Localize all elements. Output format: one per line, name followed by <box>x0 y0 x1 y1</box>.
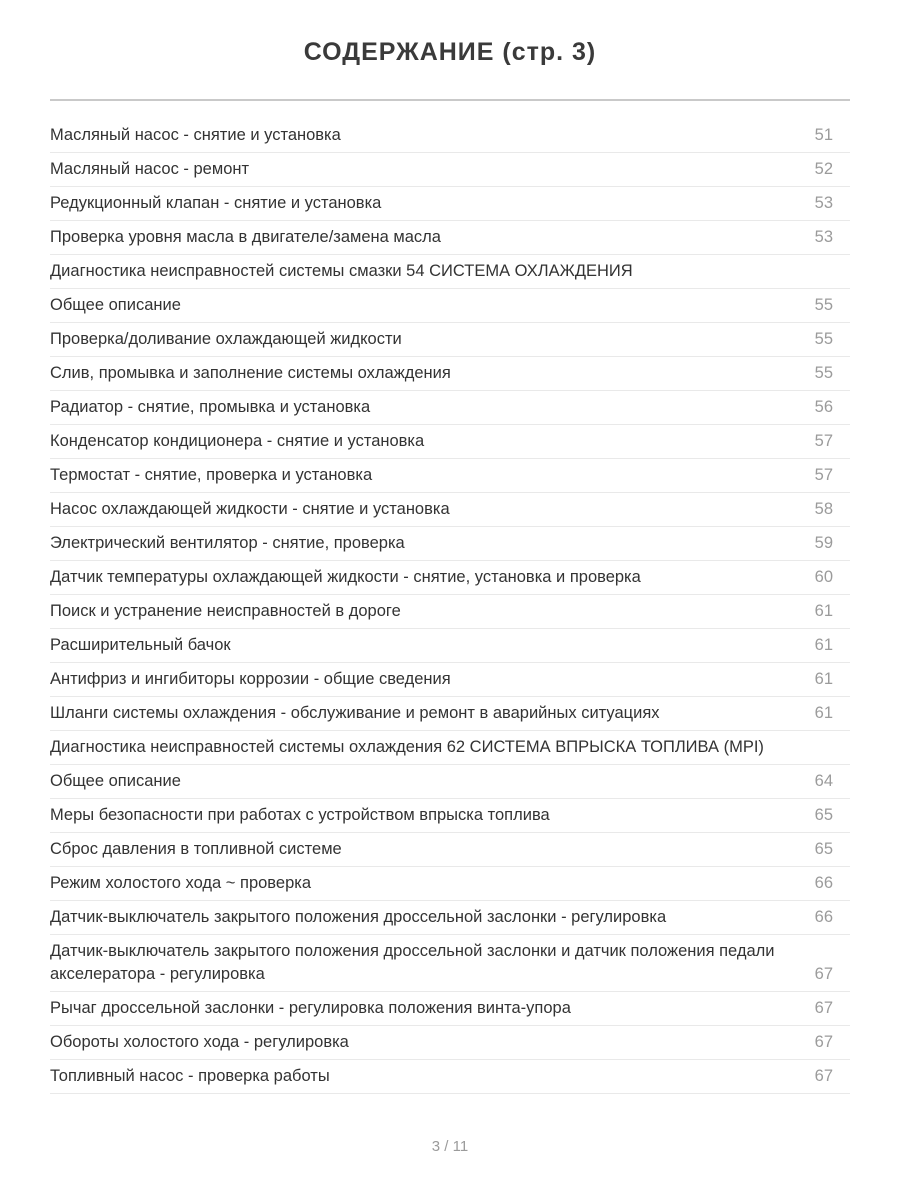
toc-entry-page-number: 65 <box>814 840 833 858</box>
toc-entry-page-number: 61 <box>814 670 833 688</box>
toc-entry-title: Слив, промывка и заполнение системы охлаждения <box>50 364 451 382</box>
toc-entry-page-number: 52 <box>814 160 833 178</box>
toc-entry-title: Диагностика неисправностей системы смазки 54 СИСТЕМА ОХЛАЖДЕНИЯ <box>50 262 633 280</box>
toc-entry[interactable] <box>50 901 850 935</box>
toc-entry[interactable] <box>50 799 850 833</box>
toc-entry-title: Насос охлаждающей жидкости - снятие и установка <box>50 500 450 518</box>
toc-entry-title: Редукционный клапан - снятие и установка <box>50 194 382 212</box>
toc-entry[interactable] <box>50 221 850 255</box>
toc-entry[interactable] <box>50 425 850 459</box>
toc-entry[interactable] <box>50 1026 850 1060</box>
toc-entry-page-number: 53 <box>814 228 833 246</box>
toc-entry[interactable] <box>50 629 850 663</box>
toc-entry[interactable] <box>50 153 850 187</box>
toc-entry[interactable] <box>50 663 850 697</box>
toc-entry-title: Расширительный бачок <box>50 636 231 654</box>
toc-entry-page-number: 67 <box>814 1067 833 1085</box>
toc-entry-title: Поиск и устранение неисправностей в дороге <box>50 602 401 620</box>
toc-entry-page-number: 64 <box>814 772 833 790</box>
toc-entry-page-number: 67 <box>814 965 833 983</box>
toc-entry-page-number: 61 <box>814 602 833 620</box>
toc-entry-title: Меры безопасности при работах с устройством впрыска топлива <box>50 806 550 824</box>
toc-entry-title: Обороты холостого хода - регулировка <box>50 1033 349 1051</box>
toc-entry-title: Рычаг дроссельной заслонки - регулировка положения винта-упора <box>50 999 571 1017</box>
toc-entry-page-number: 51 <box>814 126 833 144</box>
toc-entry[interactable] <box>50 187 850 221</box>
toc-entry-title: Датчик-выключатель закрытого положения дроссельной заслонки и датчик положения педали акселератора - регулировка <box>50 942 775 983</box>
toc-entry-page-number: 56 <box>814 398 833 416</box>
toc-entry[interactable] <box>50 119 850 153</box>
toc-entry[interactable] <box>50 255 850 289</box>
toc-entry[interactable] <box>50 493 850 527</box>
toc-list <box>50 119 850 1094</box>
toc-entry[interactable] <box>50 323 850 357</box>
toc-entry-title: Шланги системы охлаждения - обслуживание и ремонт в аварийных ситуациях <box>50 704 660 722</box>
toc-entry[interactable] <box>50 697 850 731</box>
toc-entry-page-number: 58 <box>814 500 833 518</box>
toc-entry-page-number: 67 <box>814 1033 833 1051</box>
toc-entry-title: Сброс давления в топливной системе <box>50 840 342 858</box>
toc-entry[interactable] <box>50 595 850 629</box>
toc-entry-title: Датчик температуры охлаждающей жидкости - снятие, установка и проверка <box>50 568 641 586</box>
toc-entry-page-number: 65 <box>814 806 833 824</box>
toc-entry[interactable] <box>50 731 850 765</box>
toc-entry[interactable] <box>50 289 850 323</box>
toc-entry[interactable] <box>50 992 850 1026</box>
toc-entry[interactable] <box>50 561 850 595</box>
toc-entry[interactable] <box>50 357 850 391</box>
toc-entry-title: Антифриз и ингибиторы коррозии - общие сведения <box>50 670 451 688</box>
toc-entry-page-number: 55 <box>814 296 833 314</box>
toc-entry-title: Общее описание <box>50 772 181 790</box>
toc-entry[interactable] <box>50 391 850 425</box>
toc-entry-page-number: 66 <box>814 874 833 892</box>
toc-entry-title: Конденсатор кондиционера - снятие и установка <box>50 432 425 450</box>
toc-entry-page-number: 59 <box>814 534 833 552</box>
toc-entry-page-number: 57 <box>814 432 833 450</box>
toc-entry-page-number: 53 <box>814 194 833 212</box>
toc-entry-title: Масляный насос - снятие и установка <box>50 126 341 144</box>
toc-entry-title: Датчик-выключатель закрытого положения дроссельной заслонки - регулировка <box>50 908 667 926</box>
toc-entry-page-number: 66 <box>814 908 833 926</box>
toc-entry-page-number: 57 <box>814 466 833 484</box>
toc-entry-title: Диагностика неисправностей системы охлаждения 62 СИСТЕМА ВПРЫСКА ТОПЛИВА (MPI) <box>50 738 764 756</box>
toc-entry-page-number: 55 <box>814 330 833 348</box>
toc-entry[interactable] <box>50 833 850 867</box>
toc-entry-page-number: 67 <box>814 999 833 1017</box>
toc-entry-page-number: 61 <box>814 704 833 722</box>
toc-entry-title: Проверка уровня масла в двигателе/замена масла <box>50 228 441 246</box>
toc-entry-page-number: 61 <box>814 636 833 654</box>
toc-entry[interactable] <box>50 765 850 799</box>
toc-entry[interactable] <box>50 1060 850 1094</box>
toc-entry[interactable] <box>50 935 850 992</box>
toc-entry-title: Термостат - снятие, проверка и установка <box>50 466 373 484</box>
header-divider <box>50 99 850 101</box>
toc-entry-title: Проверка/доливание охлаждающей жидкости <box>50 330 402 348</box>
toc-entry-page-number: 55 <box>814 364 833 382</box>
toc-entry-title: Топливный насос - проверка работы <box>50 1067 330 1085</box>
toc-entry-title: Радиатор - снятие, промывка и установка <box>50 398 371 416</box>
toc-entry[interactable] <box>50 459 850 493</box>
toc-entry-title: Электрический вентилятор - снятие, проверка <box>50 534 405 552</box>
toc-entry-title: Режим холостого хода ~ проверка <box>50 874 312 892</box>
page-indicator: 3 / 11 <box>431 1138 469 1155</box>
toc-entry[interactable] <box>50 867 850 901</box>
toc-entry-page-number: 60 <box>814 568 833 586</box>
page-title: СОДЕРЖАНИЕ (стр. 3) <box>303 38 597 66</box>
toc-entry-title: Общее описание <box>50 296 181 314</box>
toc-header <box>50 0 850 68</box>
toc-entry-title: Масляный насос - ремонт <box>50 160 250 178</box>
toc-entry[interactable] <box>50 527 850 561</box>
